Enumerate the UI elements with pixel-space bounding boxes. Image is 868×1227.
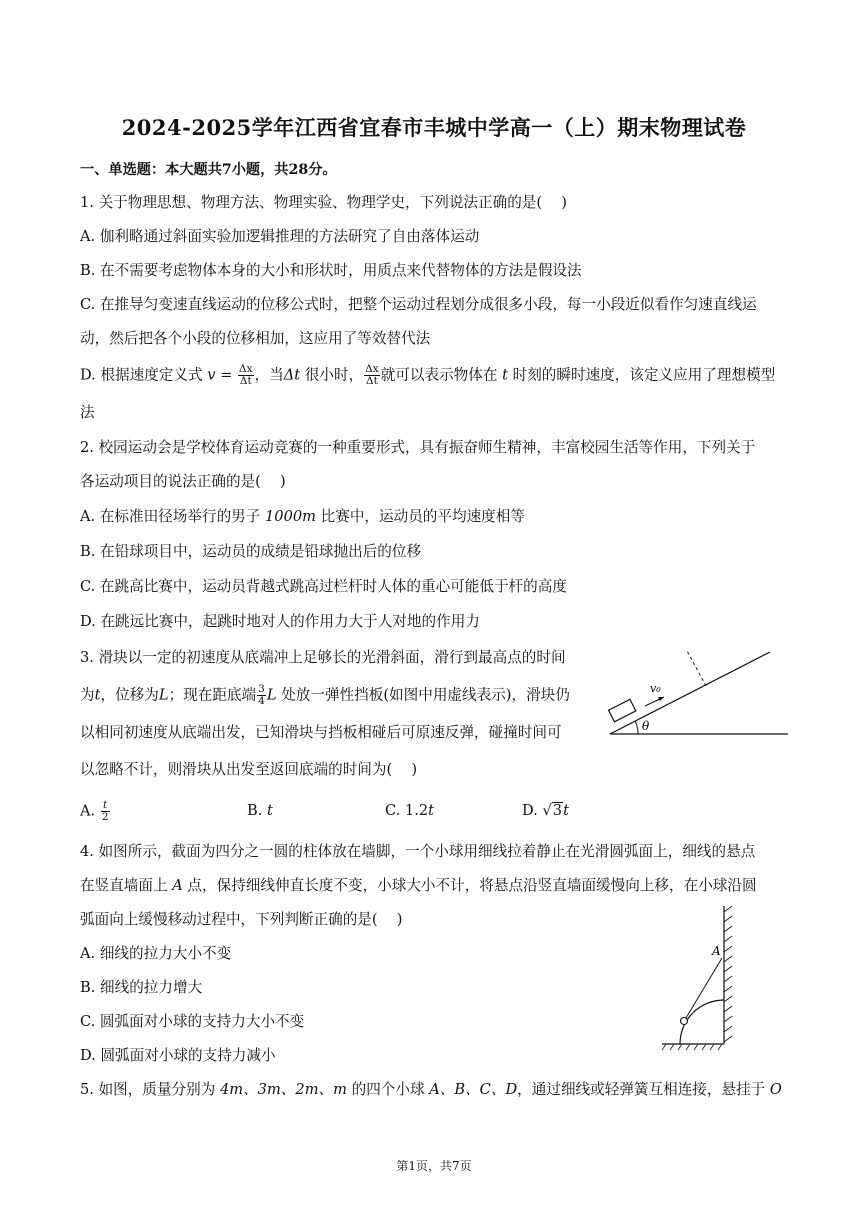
q5-masses: 4m、3m、2m、m bbox=[219, 1081, 347, 1098]
q1-d-mid2: 很小时， bbox=[300, 366, 364, 384]
q1-d-var-v: v bbox=[207, 366, 216, 384]
q5-l1-pre: 5. 如图，质量分别为 bbox=[80, 1081, 216, 1098]
q1-d-fraction-2 bbox=[364, 364, 380, 387]
q1-d-var-t: t bbox=[502, 366, 508, 384]
q3-label-theta: θ bbox=[642, 719, 650, 733]
q4-label-A: A bbox=[712, 944, 721, 958]
q2-option-a bbox=[80, 507, 525, 527]
q5-l1-mid: 的四个小球 bbox=[351, 1081, 425, 1098]
q3-opt-a-den: 2 bbox=[101, 811, 109, 823]
q4-option-b: B. 细线的拉力增大 bbox=[80, 979, 203, 996]
section-heading: 一、单选题：本大题共7小题，共28分。 bbox=[80, 162, 337, 178]
q5-l1-post: ，通过细线或轻弹簧互相连接，悬挂于 bbox=[517, 1081, 766, 1098]
q3-stem-line4: 以忽略不计，则滑块从出发至返回底端的时间为( ) bbox=[80, 761, 418, 778]
q1-d-fraction bbox=[238, 364, 254, 387]
q1-option-a: A. 伽利略通过斜面实验加逻辑推理的方法研究了自由落体运动 bbox=[80, 228, 480, 245]
q5-stem-line1 bbox=[80, 1080, 782, 1100]
q1-d-mid1: ，当 bbox=[254, 366, 284, 384]
q3-stem-line3: 以相同初速度从底端出发，已知滑块与挡板相碰后可原速反弹，碰撞时间可 bbox=[80, 724, 562, 741]
q3-var-L: L bbox=[158, 686, 169, 704]
q3-l2-pre: 为 bbox=[80, 686, 95, 704]
q3-opt-d-sqrt: √3 bbox=[542, 802, 563, 819]
q2-option-d: D. 在跳远比赛中，起跳时地对人的作用力大于人对地的作用力 bbox=[80, 613, 480, 630]
q3-option-a bbox=[80, 800, 111, 823]
q4-l2-pre: 在竖直墙面上 bbox=[80, 877, 168, 894]
q3-var-t: t bbox=[94, 686, 101, 704]
q1-d-eq: = bbox=[215, 366, 238, 384]
q3-incline-line bbox=[610, 652, 770, 734]
q1-option-d-line1 bbox=[80, 364, 775, 387]
q1-option-b: B. 在不需要考虑物体本身的大小和形状时，用质点来代替物体的方法是假设法 bbox=[80, 262, 582, 279]
q3-slider-block bbox=[609, 699, 636, 721]
q1-d-var-dt: Δt bbox=[283, 366, 301, 384]
q1-option-c-line1: C. 在推导匀变速直线运动的位移公式时，把整个运动过程划分成很多小段，每一小段近似看作匀速直线运 bbox=[80, 296, 757, 313]
q4-stem-line1: 4. 如图所示，截面为四分之一圆的柱体放在墙脚，一个小球用细线拉着静止在光滑圆弧面上，细线的悬点 bbox=[80, 843, 756, 860]
q1-d-tail: 时刻的瞬时速度，该定义应用了理想模型 bbox=[512, 366, 776, 384]
q3-frac-num: 3 bbox=[258, 683, 265, 695]
q3-var-L2: L bbox=[266, 686, 277, 704]
q4-option-a: A. 细线的拉力大小不变 bbox=[80, 945, 232, 962]
page-title: 2024-2025学年江西省宜春市丰城中学高一（上）期末物理试卷 bbox=[121, 115, 747, 140]
q3-opt-c-var: t bbox=[428, 802, 435, 819]
q3-opt-b-label: B. bbox=[247, 802, 263, 819]
q1-stem: 1. 关于物理思想、物理方法、物理实验、物理学史，下列说法正确的是( ) bbox=[80, 194, 567, 211]
q3-frac-den: 4 bbox=[258, 695, 265, 707]
q3-l2-mid2: ；现在距底端 bbox=[168, 686, 257, 704]
q4-option-c: C. 圆弧面对小球的支持力大小不变 bbox=[80, 1013, 305, 1030]
q2-a-post: 比赛中，运动员的平均速度相等 bbox=[320, 508, 525, 525]
q3-option-b bbox=[247, 801, 273, 821]
q3-l2-mid: ，位移为 bbox=[100, 686, 159, 704]
q3-opt-d-radicand: 3 bbox=[552, 802, 563, 819]
q3-stem-line2 bbox=[80, 684, 570, 707]
q2-stem-line2: 各运动项目的说法正确的是( ) bbox=[80, 473, 286, 490]
q5-var-O: O bbox=[769, 1081, 782, 1098]
q3-option-d bbox=[522, 801, 569, 821]
q3-stem-line1: 3. 滑块以一定的初速度从底端冲上足够长的光滑斜面，滑行到最高点的时间 bbox=[80, 649, 566, 666]
q1-d-frac2-num: Δx bbox=[365, 363, 379, 375]
q4-stem-line2 bbox=[80, 876, 757, 896]
q3-angle-arc bbox=[635, 721, 638, 734]
q3-l2-post: 处放一弹性挡板(如图中用虚线表示)，滑块仍 bbox=[281, 686, 570, 704]
q1-option-d-line2: 法 bbox=[80, 404, 95, 421]
q4-ground-hatch bbox=[662, 1044, 722, 1050]
q1-d-text: D. 根据速度定义式 bbox=[80, 366, 203, 384]
q3-opt-d-var: t bbox=[563, 802, 569, 819]
q3-opt-a-fraction bbox=[101, 800, 110, 823]
q4-l2-post: 点，保持细线伸直长度不变，小球大小不计，将悬点沿竖直墙面缓慢向上移，在小球沿圆 bbox=[187, 877, 757, 894]
q2-option-b: B. 在铅球项目中，运动员的成绩是铅球抛出后的位移 bbox=[80, 543, 422, 560]
q5-balls: A、B、C、D bbox=[429, 1081, 518, 1098]
q1-d-frac-num: Δx bbox=[239, 363, 253, 375]
q2-option-c: C. 在跳高比赛中，运动员背越式跳高过栏杆时人体的重心可能低于杆的高度 bbox=[80, 578, 567, 595]
q4-wall-figure bbox=[658, 902, 742, 1052]
q3-barrier-dashed bbox=[686, 649, 706, 686]
q3-incline-figure bbox=[598, 640, 793, 745]
page-footer: 第1页，共7页 bbox=[396, 1159, 472, 1173]
q2-stem-line1: 2. 校园运动会是学校体育运动竞赛的一种重要形式，具有振奋师生精神，丰富校园生活等作用，下列关于 bbox=[80, 439, 756, 456]
q4-string-line bbox=[686, 958, 722, 1018]
q3-opt-a-num: t bbox=[101, 800, 110, 812]
q4-var-A: A bbox=[172, 877, 183, 894]
q1-d-mid3: 就可以表示物体在 bbox=[380, 366, 498, 384]
q1-d-frac2-den: Δt bbox=[366, 375, 378, 387]
q3-opt-c-label: C. 1.2 bbox=[385, 802, 429, 819]
q4-option-d: D. 圆弧面对小球的支持力减小 bbox=[80, 1047, 276, 1064]
q3-opt-d-label: D. bbox=[522, 802, 538, 819]
q4-wall-hatch bbox=[724, 906, 732, 1042]
q4-ball bbox=[681, 1018, 688, 1025]
q1-option-c-line2: 动，然后把各个小段的位移相加，这应用了等效替代法 bbox=[80, 330, 431, 347]
q3-label-v0: v₀ bbox=[650, 682, 661, 695]
q2-a-value: 1000m bbox=[265, 508, 316, 525]
q3-opt-b-value: t bbox=[267, 802, 273, 819]
q3-opt-a-label: A. bbox=[80, 802, 96, 820]
q4-stem-line3: 弧面向上缓慢移动过程中，下列判断正确的是( ) bbox=[80, 911, 403, 928]
q3-fraction bbox=[257, 684, 266, 707]
q1-d-frac-den: Δt bbox=[239, 375, 252, 387]
q2-a-pre: A. 在标准田径场举行的男子 bbox=[80, 508, 261, 525]
q3-option-c bbox=[385, 801, 434, 821]
